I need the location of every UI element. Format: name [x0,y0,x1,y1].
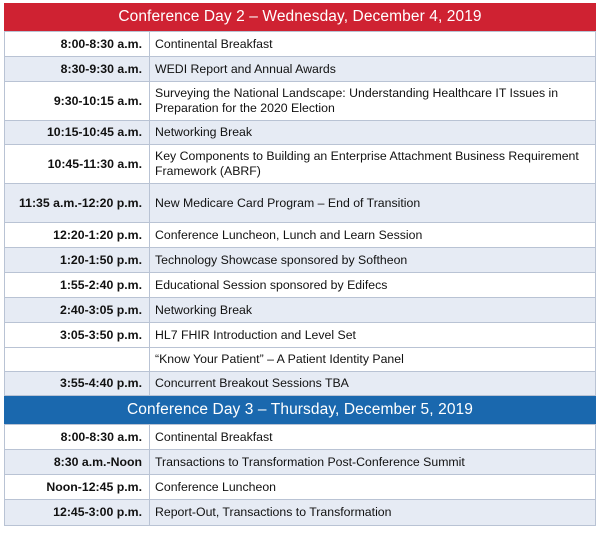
schedule-row [5,32,596,57]
session-title: Networking Break [150,298,596,323]
session-time: 8:00-8:30 a.m. [5,32,150,57]
session-title: HL7 FHIR Introduction and Level Set [150,323,596,348]
schedule-row [5,82,596,121]
session-time: 11:35 a.m.-12:20 p.m. [5,184,150,223]
schedule-row [5,248,596,273]
session-time: 12:20-1:20 p.m. [5,223,150,248]
schedule-row [5,223,596,248]
day-2-header: Conference Day 2 – Wednesday, December 4, 2019 [4,3,596,31]
session-title: Continental Breakfast [150,32,596,57]
session-title: Technology Showcase sponsored by Softheon [150,248,596,273]
schedule-row [5,57,596,82]
session-title: Continental Breakfast [150,425,596,450]
schedule-row [5,500,596,526]
session-time: 3:55-4:40 p.m. [5,372,150,396]
session-time: 2:40-3:05 p.m. [5,298,150,323]
day-3-schedule-table [4,424,596,526]
schedule-row [5,273,596,298]
session-time: 3:05-3:50 p.m. [5,323,150,348]
schedule-row [5,372,596,396]
session-time: 8:30 a.m.-Noon [5,450,150,475]
session-title: Conference Luncheon [150,475,596,500]
session-time: 8:30-9:30 a.m. [5,57,150,82]
session-title: New Medicare Card Program – End of Transition [150,184,596,223]
day-3-header: Conference Day 3 – Thursday, December 5, 2019 [4,396,596,424]
session-time: 10:45-11:30 a.m. [5,145,150,184]
session-time: 12:45-3:00 p.m. [5,500,150,526]
session-title: “Know Your Patient” – A Patient Identity Panel [150,348,596,372]
session-title: WEDI Report and Annual Awards [150,57,596,82]
session-time: 9:30-10:15 a.m. [5,82,150,121]
day-2-schedule-table [4,31,596,396]
schedule-row [5,425,596,450]
schedule-row [5,323,596,348]
session-time: 1:55-2:40 p.m. [5,273,150,298]
session-title: Educational Session sponsored by Edifecs [150,273,596,298]
schedule-row [5,348,596,372]
schedule-row [5,450,596,475]
session-title: Report-Out, Transactions to Transformation [150,500,596,526]
session-title: Key Components to Building an Enterprise Attachment Business Requirement Framework (ABRF) [150,145,596,184]
session-time: 10:15-10:45 a.m. [5,121,150,145]
schedule-row [5,145,596,184]
schedule-row [5,298,596,323]
session-title: Conference Luncheon, Lunch and Learn Session [150,223,596,248]
conference-agenda [4,3,596,526]
schedule-row [5,475,596,500]
session-time: Noon-12:45 p.m. [5,475,150,500]
session-title: Networking Break [150,121,596,145]
schedule-row [5,184,596,223]
session-title: Transactions to Transformation Post-Conference Summit [150,450,596,475]
schedule-row [5,121,596,145]
session-time: 1:20-1:50 p.m. [5,248,150,273]
session-title: Surveying the National Landscape: Understanding Healthcare IT Issues in Preparation for the 2020 Election [150,82,596,121]
session-title: Concurrent Breakout Sessions TBA [150,372,596,396]
session-time: 8:00-8:30 a.m. [5,425,150,450]
session-time [5,348,150,372]
